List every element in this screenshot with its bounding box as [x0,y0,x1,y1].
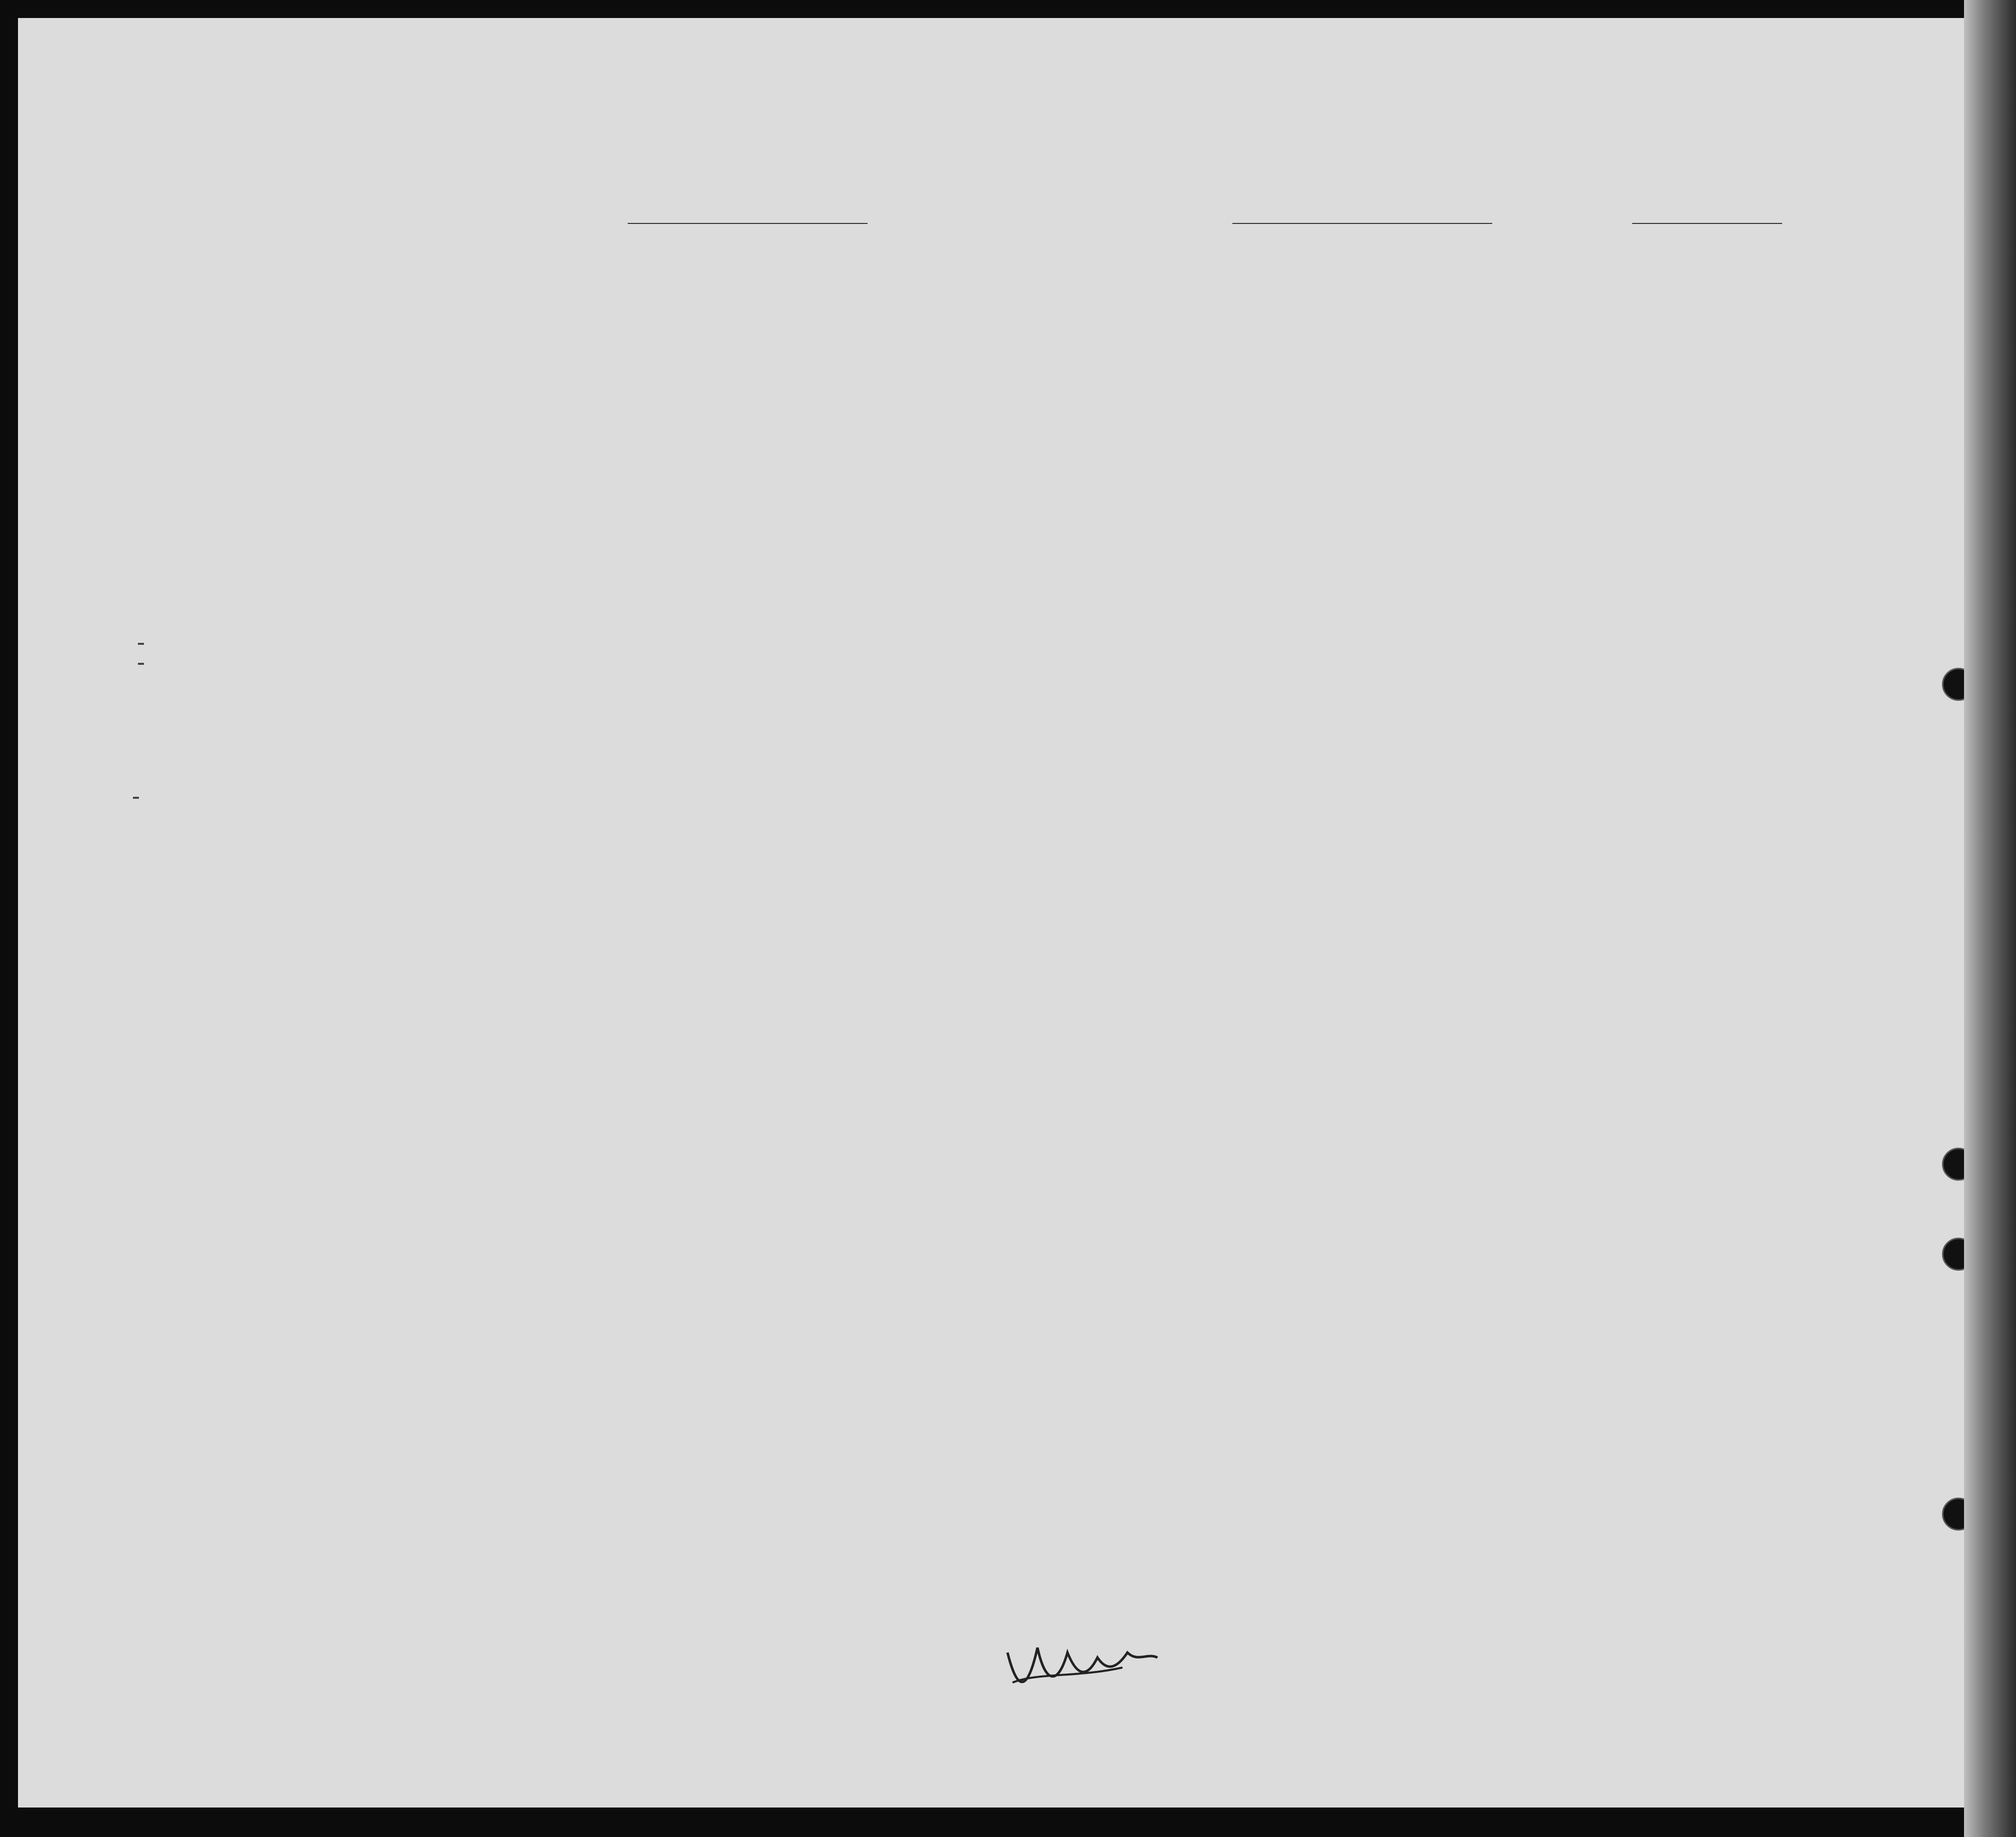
book-binding [1964,0,2016,1837]
manifest-sheet [18,18,1992,1808]
under-16-stamp [138,643,144,645]
manifest-grid [18,18,1992,1808]
header-married [643,358,678,458]
under-16-stamp [133,797,139,799]
purser-signature [998,1633,1177,1703]
under-16-stamp [138,663,144,665]
